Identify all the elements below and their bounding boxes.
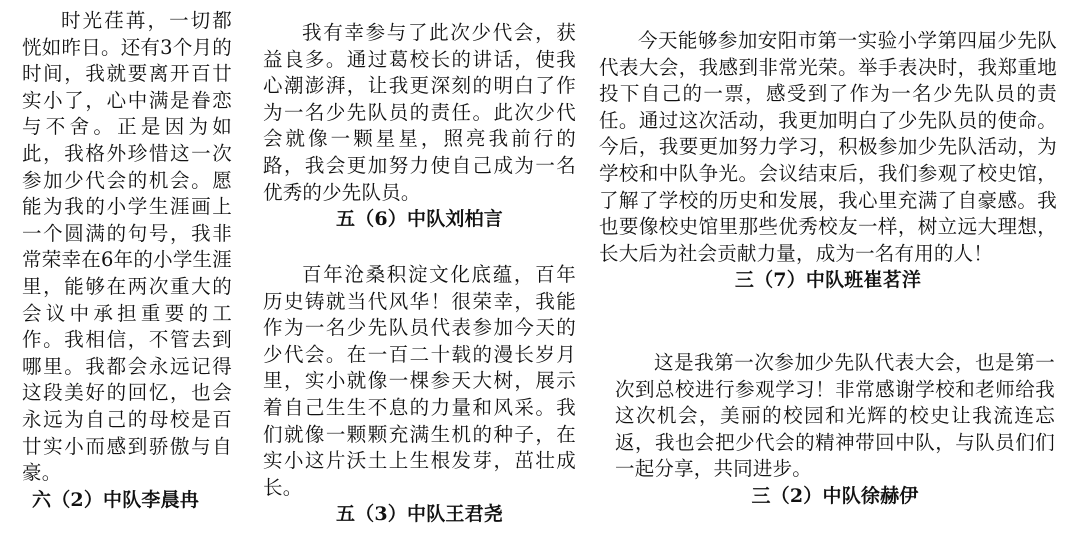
testimonial-text: 百年沧桑积淀文化底蕴，百年历史铸就当代风华！很荣幸，我能作为一名少先队员代表参加今天的少代会。在一百二十载的漫长岁月里，实小就像一棵参天大树，展示着自己生生不息的力量和风采。我们就像一颗颗充满生机的种子，在实小这片沃土上生根发芽，茁壮成长。 xyxy=(263,263,576,499)
testimonial-liu-boyan xyxy=(263,20,576,232)
testimonial-xu-heyi xyxy=(615,350,1055,509)
testimonial-li-chenran xyxy=(22,8,232,513)
testimonial-text: 我有幸参与了此次少代会，获益良多。通过葛校长的讲话，使我心潮澎湃，让我更深刻的明白了作为一名少先队员的责任。此次少代会就像一颗星星，照亮我前行的路，我会更加努力使自己成为一名优秀的少先队员。 xyxy=(263,21,576,204)
testimonial-signature: 五（6）中队刘柏言 xyxy=(335,208,504,231)
testimonial-signature: 五（3）中队王君尧 xyxy=(335,503,504,526)
testimonial-text: 时光荏苒，一切都恍如昨日。还有3个月的时间，我就要离开百廿实小了，心中满是眷恋与不舍。正是因为如此，我格外珍惜这一次参加少代会的机会。愿能为我的小学生涯画上一个圆满的句号，我非常荣幸在6年的小学生涯里，能够在两次重大的会议中承担重要的工作。我相信，不管去到哪里。我都会永远记得这段美好的回忆，也会永远为自己的母校是百廿实小而感到骄傲与自豪。 xyxy=(22,9,232,485)
testimonial-signature: 三（7）中队班崔茗洋 xyxy=(734,269,922,292)
testimonial-wang-junyao xyxy=(263,262,576,527)
testimonial-text: 这是我第一次参加少先队代表大会，也是第一次到总校进行参观学习！非常感谢学校和老师给我这次机会，美丽的校园和光辉的校史让我流连忘返，我也会把少代会的精神带回中队，与队员们们一起分享，共同进步。 xyxy=(615,351,1055,481)
testimonial-signature: 六（2）中队李晨冉 xyxy=(32,488,200,511)
testimonial-cui-mingyang xyxy=(599,28,1057,293)
testimonial-text: 今天能够参加安阳市第一实验小学第四届少先队代表大会，我感到非常光荣。举手表决时，我郑重地投下自己的一票，感受到了作为一名少先队员的责任。通过这次活动，我更加明白了少先队员的使命。今后，我要更加努力学习，积极参加少先队活动，为学校和中队争光。会议结束后，我们参观了校史馆，了解了学校的历史和发展，我心里充满了自豪感。我也要像校史馆里那些优秀校友一样，树立远大理想，长大后为社会贡献力量，成为一名有用的人！ xyxy=(599,29,1057,265)
testimonial-signature: 三（2）中队徐赫伊 xyxy=(751,484,919,507)
